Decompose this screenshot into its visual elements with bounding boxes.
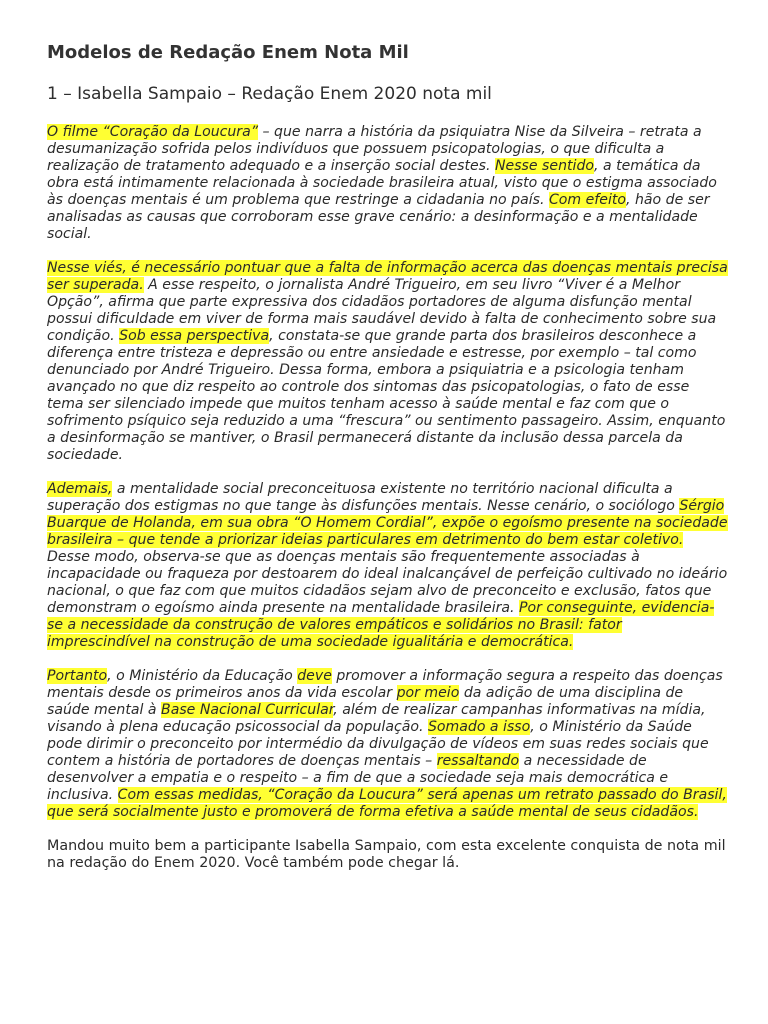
paragraph-text: a necessidade de desenvolver a empatia e o respeito – a fim de que a sociedade seja mais democrática e inclusiva. — [47, 753, 669, 803]
highlighted-text: Sob essa perspectiva — [119, 328, 270, 344]
essay-subtitle: 1 – Isabella Sampaio – Redação Enem 2020 nota mil — [47, 84, 492, 104]
essay-body — [47, 124, 728, 821]
essay-paragraph-4 — [47, 668, 728, 821]
closing-remark: Mandou muito bem a participante Isabella Sampaio, com esta excelente conquista de nota mil na redação do Enem 2020. Você também pode chegar lá. — [47, 838, 726, 871]
highlighted-text: Ademais, — [47, 481, 113, 497]
highlighted-text: por meio — [396, 685, 460, 701]
paragraph-text: da adição de uma disciplina de saúde mental à — [47, 685, 684, 718]
highlighted-text: Nesse sentido — [495, 158, 595, 174]
page-title: Modelos de Redação Enem Nota Mil — [47, 42, 409, 63]
highlighted-text: ressaltando — [436, 753, 520, 769]
paragraph-text: – que narra a história da psiquiatra Nise da Silveira – retrata a desumanização sofrida pelos indivíduos que possuem psicopatologias, o que dificulta a realização de tratamento adequado e a inserção social destes. — [47, 124, 702, 174]
essay-paragraph-3 — [47, 481, 728, 651]
paragraph-text: , hão de ser analisadas as causas que corroboram esse grave cenário: a desinformação e a mentalidade social. — [47, 192, 710, 242]
paragraph-text: promover a informação segura a respeito das doenças mentais desde os primeiros anos da vida escolar — [47, 668, 723, 701]
paragraph-text: a mentalidade social preconceituosa existente no território nacional dificulta a superação dos estigmas no que tange às disfunções mentais. Nesse cenário, o sociólogo — [47, 481, 680, 514]
paragraph-text: , constata-se que grande parta dos brasileiros desconhece a diferença entre tristeza e depressão ou entre ansiedade e estresse, por exemplo – tal como denunciado por André Trigueiro. Dessa forma, embora a psiquiatria e a psicologia tenham avançado no que diz respeito ao controle dos sintomas das psicopatologias, o fato de esse tema ser silenciado impede que muitos tenham acesso à saúde mental e faz com que o sofrimento psíquico seja reduzido a uma “frescura” ou sentimento passageiro. Assim, enquanto a desinformação se mantiver, o Brasil permanecerá distante da inclusão dessa parcela da sociedade. — [47, 328, 726, 463]
paragraph-text: , a temática da obra está intimamente relacionada à sociedade brasileira atual, visto que o estigma associado às doenças mentais é um problema que restringe a cidadania no país. — [47, 158, 717, 208]
highlighted-text: Nesse viés, é necessário pontuar que a falta de informação acerca das doenças mentais precisa ser superada. — [47, 260, 728, 293]
paragraph-text: Desse modo, observa-se que as doenças mentais são frequentemente associadas à incapacidade ou fraqueza por destoarem do ideal inalcançável de perfeição cultivado no ideário nacional, o que faz com que muitos cidadãos sejam alvo de preconceito e exclusão, fatos que demonstram o egoísmo ainda presente na mentalidade brasileira. — [47, 549, 728, 616]
essay-paragraph-1 — [47, 124, 728, 243]
paragraph-text: A esse respeito, o jornalista André Trigueiro, em seu livro “Viver é a Melhor Opção”, afirma que parte expressiva dos cidadãos portadores de alguma disfunção mental possui dificuldade em viver de forma mais saudável devido à falta de conhecimento sobre sua condição. — [47, 277, 717, 344]
highlighted-text: Por conseguinte, evidencia-se a necessidade da construção de valores empáticos e solidários no Brasil: fator imprescindível na construção de uma sociedade igualitária e democrática. — [47, 600, 715, 650]
paragraph-text: , o Ministério da Educação — [107, 668, 298, 684]
highlighted-text: deve — [297, 668, 332, 684]
highlighted-text: Com efeito — [548, 192, 627, 208]
highlighted-text: Base Nacional Curricular — [161, 702, 334, 718]
essay-paragraph-2 — [47, 260, 728, 464]
paragraph-text: , o Ministério da Saúde pode dirimir o preconceito por intermédio da divulgação de vídeos em suas redes sociais que contem a história de portadores de doenças mentais – — [47, 719, 709, 769]
highlighted-text: Sérgio Buarque de Holanda, em sua obra “O Homem Cordial”, expõe o egoísmo presente na sociedade brasileira – que tende a priorizar ideias particulares em detrimento do bem estar coletivo. — [47, 498, 728, 548]
paragraph-text: , além de realizar campanhas informativas na mídia, visando à plena educação psicossocial da população. — [47, 702, 706, 735]
highlighted-text: Somado a isso — [427, 719, 531, 735]
highlighted-text: O filme “Coração da Loucura” — [47, 124, 259, 140]
highlighted-text: Portanto — [47, 668, 108, 684]
highlighted-text: Com essas medidas, “Coração da Loucura” será apenas um retrato passado do Brasil, que será socialmente justo e promoverá de forma efetiva a saúde mental de seus cidadãos. — [47, 787, 727, 820]
